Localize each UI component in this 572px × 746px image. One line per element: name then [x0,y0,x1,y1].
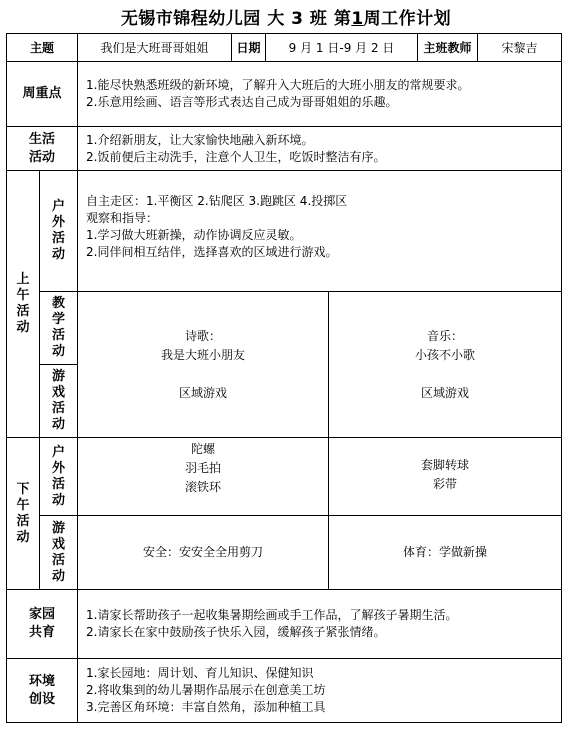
life-label-line: 活动 [29,149,56,165]
family-label [7,590,78,659]
title-week-number: 1 [351,9,364,29]
morning-outdoor-label-cell [40,171,78,292]
weekly-focus-content [78,62,562,127]
weekly-focus-label: 周重点 [7,62,78,127]
environment-label [7,659,78,723]
morning-label-cell [7,171,40,438]
afternoon-outdoor-left [78,438,329,516]
afternoon-game-label: 游戏活动 [51,520,65,584]
morning-game-label: 游戏活动 [51,369,65,432]
date-label: 日期 [232,34,266,62]
afternoon-outdoor-item: 套脚转球 [421,458,470,472]
teacher-label: 主班教师 [418,34,478,62]
header-row [7,34,562,62]
morning-outdoor-line: 2.同伴间相互结伴，选择喜欢的区域进行游戏。 [86,245,338,259]
afternoon-game-label-cell [40,516,78,590]
afternoon-outdoor-item: 滚铁环 [185,480,222,494]
weekly-focus-line: 2.乐意用绘画、语言等形式表达自己成为哥哥姐姐的乐趣。 [86,95,398,109]
morning-right-title: 小孩不小歌 [415,347,476,362]
life-label [7,127,78,171]
environment-label-line: 环境 [29,673,56,689]
life-line: 1.介绍新朋友，让大家愉快地融入新环境。 [86,132,314,147]
morning-outdoor-label: 户外活动 [51,199,65,262]
morning-outdoor-line: 1.学习做大班新操，动作协调反应灵敏。 [86,228,302,242]
family-label-line: 共育 [29,625,56,640]
weekly-focus-row [7,62,562,127]
afternoon-game-right: 体育：学做新操 [329,516,562,590]
afternoon-outdoor-label: 户外活动 [51,444,65,508]
morning-teaching-label-cell [40,292,78,365]
afternoon-game-left: 安全：安安全全用剪刀 [78,516,329,590]
theme-label: 主题 [7,34,78,62]
morning-left-game: 区域游戏 [179,385,228,400]
family-content [78,590,562,659]
life-label-line: 生活 [29,131,56,147]
morning-teaching-label: 教学活动 [51,296,65,359]
environment-line: 3.完善区角环境：丰富自然角，添加种植工具 [86,700,326,714]
weekly-plan-table [6,33,562,723]
environment-row [7,659,562,723]
afternoon-outdoor-right [329,438,562,516]
afternoon-outdoor-item: 羽毛拍 [185,461,222,475]
afternoon-outdoor-item: 陀螺 [191,442,216,456]
morning-left-subject: 诗歌： [185,328,222,343]
afternoon-outdoor-label-cell [40,438,78,516]
environment-label-line: 创设 [29,691,56,707]
teacher-value: 宋黎吉 [478,34,562,62]
morning-right-subject: 音乐： [427,328,464,343]
environment-line: 1.家长园地：周计划、育儿知识、保健知识 [86,666,314,680]
morning-outdoor-row [7,171,562,292]
family-label-line: 家园 [29,607,56,622]
life-row [7,127,562,171]
morning-outdoor-line: 自主走区：1.平衡区 2.钻爬区 3.跑跳区 4.投掷区 [86,194,348,208]
morning-left-title: 我是大班小朋友 [161,347,246,362]
page-title [0,4,572,29]
morning-outdoor-line: 观察和指导： [86,211,159,225]
title-suffix: 周工作计划 [363,9,452,29]
morning-teaching-row [7,292,562,365]
life-content [78,127,562,171]
environment-content [78,659,562,723]
morning-game-label-cell [40,365,78,438]
life-line: 2.饭前便后主动洗手，注意个人卫生，吃饭时整洁有序。 [86,149,386,164]
afternoon-outdoor-row [7,438,562,516]
title-prefix: 无锡市锦程幼儿园 大 3 班 第 [120,9,352,29]
morning-label: 上午活动 [16,272,30,335]
theme-value: 我们是大班哥哥姐姐 [78,34,232,62]
family-row [7,590,562,659]
environment-line: 2.将收集到的幼儿暑期作品展示在创意美工坊 [86,683,326,697]
weekly-focus-line: 1.能尽快熟悉班级的新环境，了解升入大班后的大班小朋友的常规要求。 [86,78,470,92]
morning-left-cell [78,292,329,438]
afternoon-label-cell [7,438,40,590]
afternoon-game-row [7,516,562,590]
date-value: 9 月 1 日-9 月 2 日 [266,34,418,62]
family-line: 2.请家长在家中鼓励孩子快乐入园，缓解孩子紧张情绪。 [86,625,386,639]
family-line: 1.请家长帮助孩子一起收集暑期绘画或手工作品，了解孩子暑期生活。 [86,608,458,622]
morning-right-cell [329,292,562,438]
afternoon-label: 下午活动 [16,481,30,545]
afternoon-outdoor-item: 彩带 [433,477,458,491]
morning-outdoor-content [78,171,562,292]
morning-right-game: 区域游戏 [421,385,470,400]
